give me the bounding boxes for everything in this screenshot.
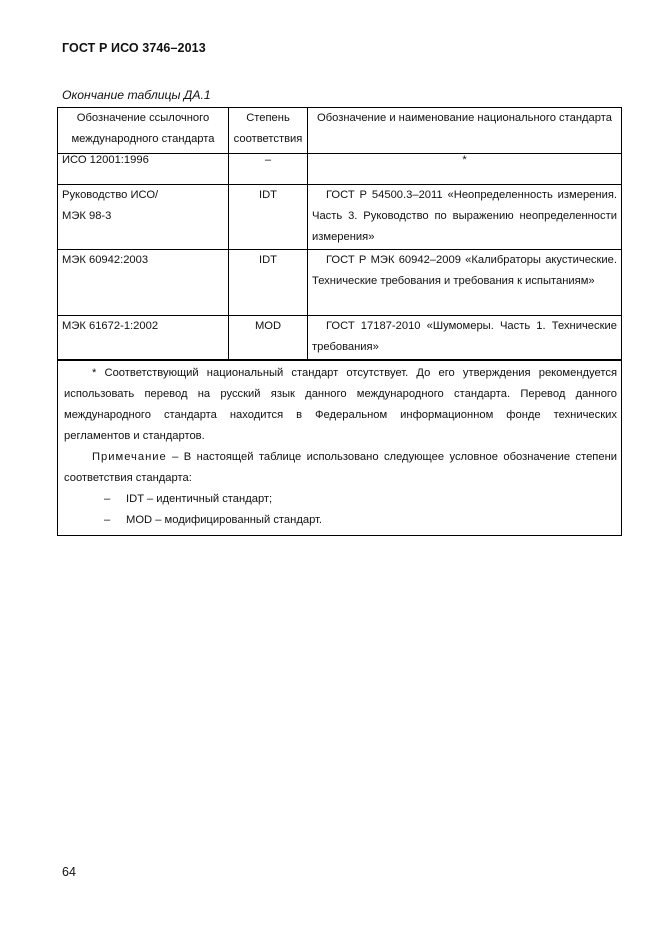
page-number: 64 [62,865,76,879]
table-notes [58,360,621,535]
legend-text: IDT – идентичный стандарт; [126,493,273,505]
reference-cell: МЭК 60942:2003 [58,250,229,315]
legend-text: MOD – модифицированный стандарт. [126,514,323,526]
table-header-row [58,108,621,154]
national-cell: ГОСТ Р 54500.3–2011 «Неопределенность измерения. Часть 3. Руководство по выражению неопределенности измерения» [312,189,617,243]
reference-cell: Руководство ИСО/МЭК 98-3 [58,185,229,249]
note-paragraph [64,447,617,489]
dash-marker: – [104,514,111,526]
standards-table [57,107,622,536]
dash-marker: – [104,493,111,505]
column-header-reference: Обозначение ссылочного международного стандарта [58,108,229,153]
legend-item [64,510,617,531]
table-row [58,316,621,360]
table-row [58,250,621,316]
degree-cell: IDT [229,185,308,249]
degree-cell: MOD [229,316,308,359]
reference-cell: МЭК 61672-1:2002 [58,316,229,359]
table-row [58,154,621,185]
legend-item [64,489,617,510]
table-caption: Окончание таблицы ДА.1 [62,88,211,102]
degree-cell: IDT [229,250,308,315]
table-row [58,185,621,250]
national-cell: ГОСТ 17187-2010 «Шумомеры. Часть 1. Технические требования» [312,320,617,353]
national-cell: * [462,154,467,166]
column-header-national: Обозначение и наименование национального стандарта [317,112,612,124]
note-label: Примечание [92,451,167,463]
national-cell: ГОСТ Р МЭК 60942–2009 «Калибраторы акустические. Технические требования и требования к испытаниям» [312,254,617,287]
footnote-text: * Соответствующий национальный стандарт отсутствует. До его утверждения рекомендуется использовать перевод на русский язык данного международного стандарта. Перевод данного международного стандарта находится в Федеральном информационном фонде технических регламентов и стандартов. [64,367,617,442]
column-header-degree: Степень соответствия [229,108,308,153]
document-header: ГОСТ Р ИСО 3746–2013 [62,41,206,55]
reference-cell: ИСО 12001:1996 [58,154,229,184]
degree-cell: – [229,154,308,184]
note-text: – В настоящей таблице использовано следующее условное обозначение степени соответствия стандарта: [64,451,617,484]
